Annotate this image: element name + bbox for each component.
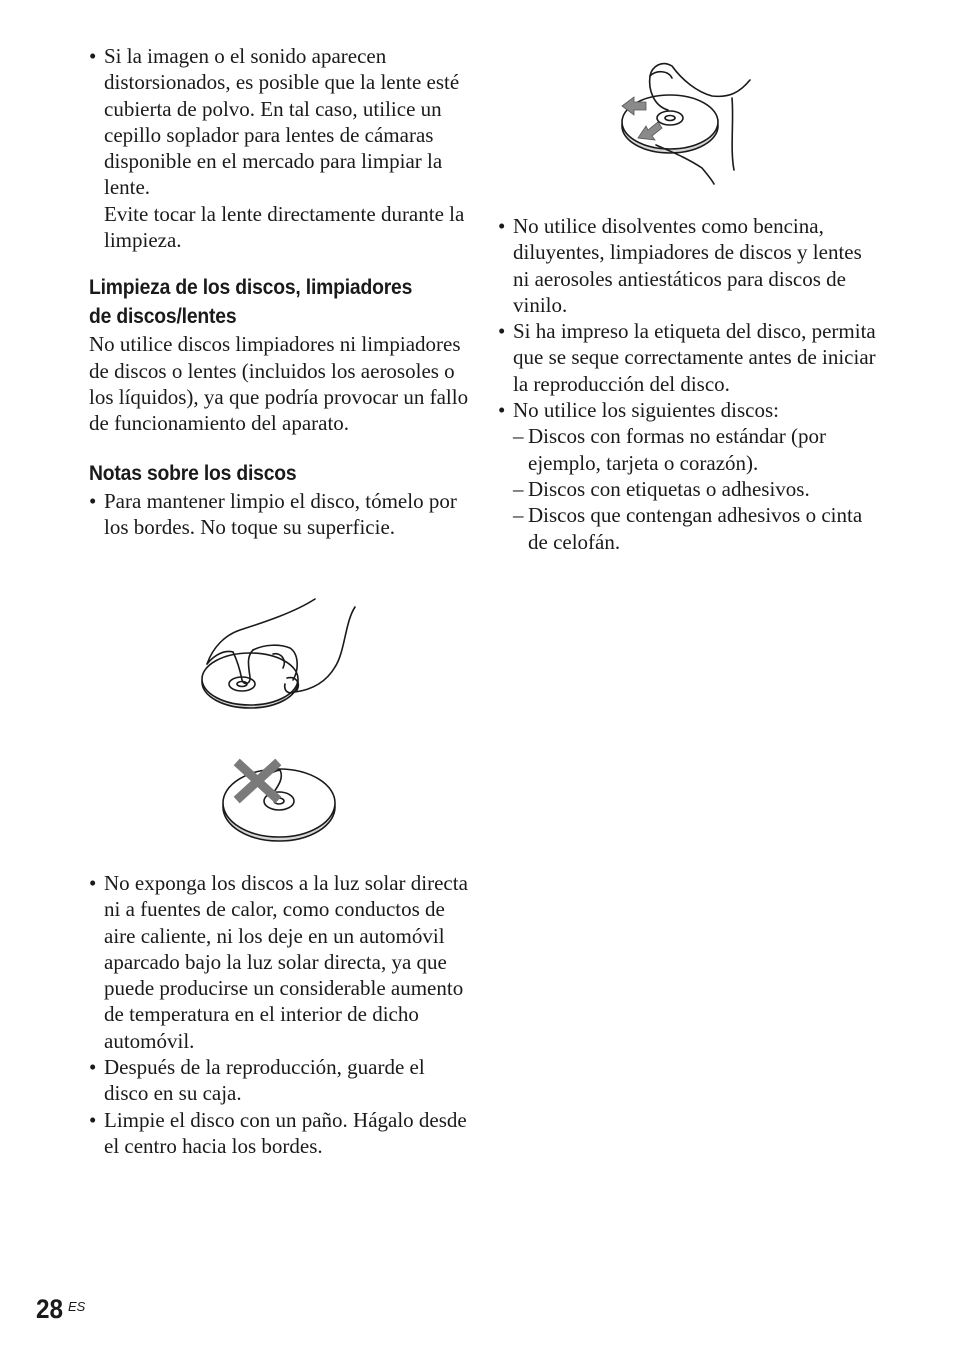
page-number-value: 28 bbox=[36, 1294, 64, 1324]
left-column bbox=[89, 43, 469, 540]
dash-item-labels: – Discos con etiquetas o adhesivos. bbox=[498, 476, 883, 502]
right-column bbox=[498, 213, 883, 555]
dash-item-nonstandard: – Discos con formas no estándar (por ejemplo, tarjeta o corazón). bbox=[498, 423, 883, 476]
left-column-lower bbox=[89, 870, 469, 1159]
lens-note: Evite tocar la lente directamente durante la limpieza. bbox=[104, 201, 465, 253]
dash-item-adhesives: – Discos que contengan adhesivos o cinta de celofán. bbox=[498, 502, 883, 555]
bullet-store-case: • Después de la reproducción, guarde el disco en su caja. bbox=[89, 1054, 469, 1107]
bullet-printed-label: • Si ha impreso la etiqueta del disco, permita que se seque correctamente antes de iniciar la reproducción del disco. bbox=[498, 318, 883, 397]
heading-disc-cleaning: Limpieza de los discos, limpiadores de discos/lentes bbox=[89, 276, 413, 329]
bullet-lens-cleaning: • Si la imagen o el sonido aparecen distorsionados, es posible que la lente esté cubierta de polvo. En tal caso, utilice un cepillo soplador para lentes de cámaras disponible en el mercado para limpiar la lente. bbox=[89, 43, 469, 201]
bullet-hold-edges: • Para mantener limpio el disco, tómelo por los bordes. No toque su superficie. bbox=[89, 488, 469, 541]
wipe-disc-illustration bbox=[612, 50, 762, 188]
bullet-sunlight: • No exponga los discos a la luz solar directa ni a fuentes de calor, como conductos de aire caliente, ni los deje en un automóvil aparcado bajo la luz solar directa, ya que puede producirse un considerable aumento de temperatura en el interior de dicho automóvil. bbox=[89, 870, 469, 1054]
bullet-no-solvents: • No utilice disolventes como bencina, diluyentes, limpiadores de discos y lentes ni aerosoles antiestáticos para discos de vinilo. bbox=[498, 213, 883, 318]
bullet-dont-use-discs: • No utilice los siguientes discos: bbox=[498, 397, 883, 423]
cleaning-paragraph: No utilice discos limpiadores ni limpiadores de discos o lentes (incluidos los aerosoles o los líquidos), ya que podría provocar un fallo de funcionamiento del aparato. bbox=[89, 332, 469, 436]
page-language-code: ES bbox=[68, 1299, 86, 1314]
hand-holding-disc-illustration bbox=[195, 592, 365, 717]
disc-touch-prohibited-illustration bbox=[218, 752, 340, 847]
page-number bbox=[36, 1294, 86, 1325]
bullet-wipe-disc: • Limpie el disco con un paño. Hágalo desde el centro hacia los bordes. bbox=[89, 1107, 469, 1160]
heading-disc-notes: Notas sobre los discos bbox=[89, 461, 297, 485]
